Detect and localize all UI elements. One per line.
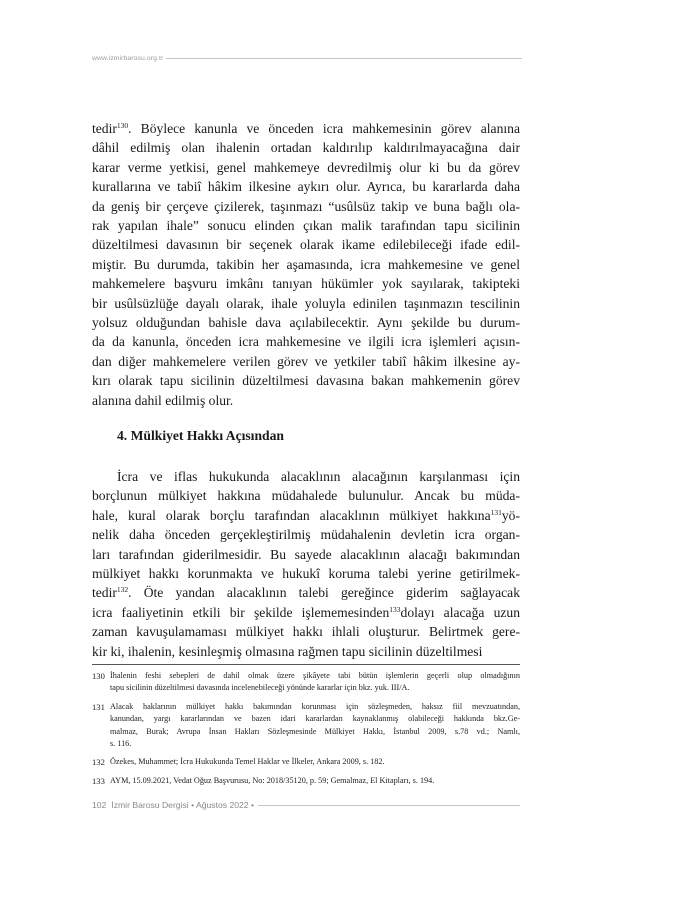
text-line <box>92 119 520 138</box>
text-line <box>92 216 520 235</box>
text-segment: tedir <box>92 121 117 136</box>
footnote <box>92 756 520 768</box>
text-line <box>92 197 520 216</box>
text-segment: rak yapılan ihale” sonucu elinden çıkan malik tarafından tapu sicilinin <box>92 218 520 234</box>
footnote-line: Alacak haklarının mülkiyet hakkı bakımından korunması için sözleşmeden, haksız fiil mevzuatından, <box>110 701 520 711</box>
text-line <box>92 642 520 661</box>
text-line <box>92 294 520 313</box>
journal-title: İzmir Barosu Dergisi • Ağustos 2022 • <box>111 800 254 810</box>
footnote-separator <box>92 664 520 665</box>
text-segment: dolayı alacağa uzun <box>400 604 520 620</box>
text-segment: hale, kural olarak borçlu tarafından alacaklının mülkiyet hakkına <box>92 507 491 523</box>
text-segment: borçlunun mülkiyet hakkına müdahalede bulunulur. Ancak bu müda- <box>92 488 520 504</box>
text-line <box>92 467 520 486</box>
text-line <box>92 525 520 544</box>
footnote-ref: 133 <box>389 604 401 614</box>
text-segment: da da kanunla, önceden icra mahkemesine ve ilgili icra işlemleri açısın- <box>92 334 520 350</box>
footnote-number: 132 <box>92 757 105 768</box>
text-segment: dâhil edilmiş olan ihalenin ortadan kaldırılıp kaldırılmayacağına dair <box>92 140 520 156</box>
text-segment: dan diğer mahkemelere verilen görev ve yetkiler tabiî hâkim ilkesine ay- <box>92 353 520 369</box>
footnote-line: kanundan, yargı kararlarından ve bazen idari kararlardan kaynaklanmış olabileceği hakkında bkz.Ge- <box>110 714 520 724</box>
body-paragraph-1 <box>92 119 520 410</box>
text-line <box>92 138 520 157</box>
text-segment: alanına dahil edilmiş olur. <box>92 392 234 408</box>
text-line <box>92 158 520 177</box>
text-segment: nelik daha önceden gerçekleştirilmiş müdahalenin devletin icra organ- <box>92 527 520 543</box>
footer-rule <box>258 805 520 806</box>
text-segment: kir ki, ihalenin, kesinleşmiş olmasına rağmen tapu sicilinin düzeltilmesi <box>92 643 483 659</box>
text-line <box>92 391 520 410</box>
page-number: 102 <box>92 800 107 810</box>
text-line <box>92 352 520 371</box>
footnotes <box>92 670 520 793</box>
text-line <box>92 603 520 622</box>
text-line <box>92 583 520 602</box>
text-segment: icra faaliyetinin etkili bir şekilde işlememesinden <box>92 604 390 620</box>
text-segment: kurallarına ve tabiî hâkim ilkesine aykırı olur. Ayrıca, bu kararlarda daha <box>92 179 520 195</box>
text-segment: . Öte yandan alacaklının talebi gereğince giderim sağlayacak <box>128 585 520 601</box>
section-heading: 4. Mülkiyet Hakkı Açısından <box>117 428 284 443</box>
text-line <box>92 177 520 196</box>
text-line <box>92 545 520 564</box>
footnote-line: AYM, 15.09.2021, Vedat Oğuz Başvurusu, No: 2018/35120, p. 59; Gemalmaz, El Kitapları, s. 194. <box>110 775 435 785</box>
text-segment: düzeltilmesi davasının bir seçenek olarak ikame edilebileceği ifade edil- <box>92 237 520 253</box>
footnote <box>92 670 520 695</box>
page-footer <box>92 800 520 810</box>
text-segment: zaman kavuşulamaması mülkiyet hakkı ihlali oluşturur. Belirtmek gere- <box>92 624 520 640</box>
footnote-ref: 131 <box>490 507 502 517</box>
running-header <box>92 55 522 62</box>
footnote-text <box>110 701 520 751</box>
text-segment: İcra ve iflas hukukunda alacaklının alacağının karşılanması için <box>117 469 520 484</box>
footnote-line: tapu sicilinin düzeltilmesi davasında incelenebileceği yönünde kararlar için bkz. yuk. III/A. <box>110 683 410 693</box>
footnote-number: 130 <box>92 671 105 681</box>
text-line <box>92 235 520 254</box>
text-segment: miştir. Bu durumda, takibin her aşamasında, icra mahkemesine ve genel <box>92 256 520 272</box>
header-rule <box>166 58 522 59</box>
footnote <box>92 701 520 751</box>
text-line <box>92 274 520 293</box>
text-segment: . Böylece kanunla ve önceden icra mahkemesinin görev alanına <box>128 121 520 136</box>
text-segment: mülkiyet hakkı korunmakta ve hukukî koruma talebi yerine getirilmek- <box>92 566 520 582</box>
footnote-text <box>110 670 520 695</box>
text-segment: tedir <box>92 585 117 601</box>
text-line <box>92 371 520 390</box>
footnote-line: malmaz, Burak; Avrupa İnsan Hakları Sözleşmesinde Mülkiyet Hakkı, İstanbul 2009, s.78 vd.; Namlı, <box>110 726 520 736</box>
text-line <box>92 622 520 641</box>
text-segment: karar verme yetkisi, genel mahkemeye devredilmiş olur ki bu da görev <box>92 159 520 175</box>
footnote-ref: 130 <box>116 121 129 130</box>
text-segment: mahkemelere başvuru imkânı tanıyan hükümler yok sayılarak, takipteki <box>92 276 520 292</box>
text-segment: da geniş bir çerçeve çizilerek, taşınmazı “usûlsüz takip ve buna bağlı ola- <box>92 198 520 214</box>
text-segment: yö- <box>501 507 520 523</box>
footnote-line: Özekes, Muhammet; İcra Hukukunda Temel Haklar ve İlkeler, Ankara 2009, s. 182. <box>110 757 385 767</box>
text-segment: bir usûlsüzlüğe dayalı olarak, ihale yoluyla edinilen taşınmazın tescilinin <box>92 295 520 311</box>
text-line <box>92 564 520 583</box>
footnote-ref: 132 <box>116 585 129 595</box>
text-line <box>92 506 520 525</box>
footnote-text <box>110 756 520 768</box>
footnote-number: 131 <box>92 701 105 712</box>
footnote-line: İhalenin feshi sebepleri de dahil olmak üzere şikâyete tabi bütün işlemlerin geçerli olup olmadığının <box>110 671 520 680</box>
body-paragraph-2 <box>92 467 520 661</box>
text-line <box>92 332 520 351</box>
footnote-number: 133 <box>92 775 105 786</box>
footnote-text <box>110 775 520 787</box>
footnote <box>92 775 520 787</box>
header-url: www.izmirbarosu.org.tr <box>92 55 164 62</box>
text-line <box>92 486 520 505</box>
text-line <box>92 255 520 274</box>
text-segment: kırı olarak tapu sicilinin düzeltilmesi davasına bakan mahkemenin görev <box>92 373 520 389</box>
text-line <box>92 313 520 332</box>
footnote-line: s. 116. <box>110 739 132 749</box>
text-segment: yolsuz olduğundan bahisle dava açılabilecektir. Aynı şekilde bu durum- <box>92 315 520 331</box>
text-segment: ları tarafından giderilmesidir. Bu sayede alacaklının alacağı bakımından <box>92 546 520 562</box>
